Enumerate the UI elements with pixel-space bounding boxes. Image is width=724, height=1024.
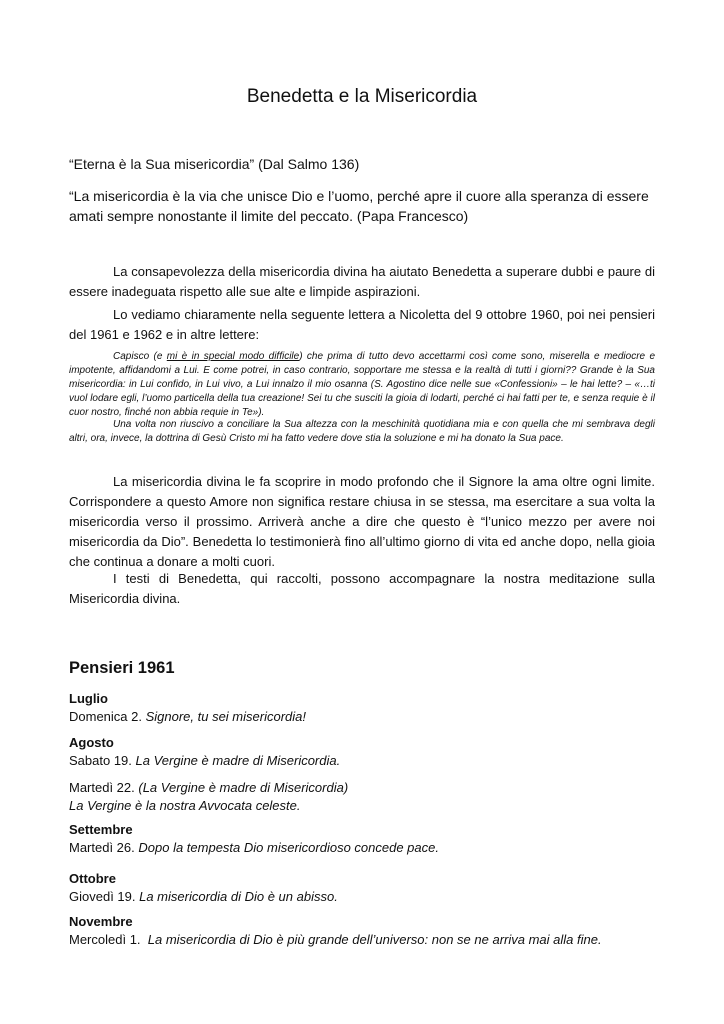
excerpt-text-start: Capisco (e	[113, 351, 167, 362]
entry-settembre	[69, 821, 669, 857]
entry-line	[69, 752, 669, 770]
entry-agosto	[69, 734, 669, 815]
section-title: Pensieri 1961	[69, 659, 175, 677]
entry-luglio	[69, 690, 669, 726]
entry-novembre	[69, 913, 669, 949]
entry-text: Signore, tu sei misericordia!	[145, 709, 306, 724]
entry-line	[69, 839, 669, 857]
paragraph-mercy: La misericordia divina le fa scoprire in modo profondo che il Signore la ama oltre ogni limite. Corrispondere a questo Amore non significa restare chiusa in se stessa, ma esercitare a sua volta la misericordia verso il prossimo. Arriverà anche a dire che questo è “l’unico mezzo per avere noi misericordia da Dio”. Benedetta lo testimonierà fino all’ultimo giorno di vita ed anche dopo, nella gioia che continua a donare a molti cuori.	[69, 474, 655, 569]
entry-date: Sabato 19.	[69, 753, 136, 768]
entry-text: (La Vergine è madre di Misericordia)	[138, 780, 349, 795]
entry-date: Mercoledì 1.	[69, 932, 148, 947]
letter-excerpt-2: Una volta non riuscivo a conciliare la Sua altezza con la meschinità quotidiana mia e con quella che mi sembrava degli altri, ora, invece, la dottrina di Gesù Cristo mi ha fatto vedere dove stia la soluzione e mi ha donato la Sua pace.	[69, 419, 655, 444]
epigraph-psalm: “Eterna è la Sua misericordia” (Dal Salmo 136)	[69, 156, 360, 172]
entry-line	[69, 708, 669, 726]
page-title: Benedetta e la Misericordia	[246, 86, 478, 107]
month-heading: Novembre	[69, 914, 133, 929]
month-heading: Agosto	[69, 735, 114, 750]
entry-date: Giovedì 19.	[69, 889, 140, 904]
month-heading: Settembre	[69, 822, 133, 837]
paragraph-texts: I testi di Benedetta, qui raccolti, possono accompagnare la nostra meditazione sulla Misericordia divina.	[69, 571, 655, 606]
epigraph-pope: “La misericordia è la via che unisce Dio e l’uomo, perché apre il cuore alla speranza di essere amati sempre nonostante il limite del peccato. (Papa Francesco)	[69, 188, 649, 224]
month-heading: Ottobre	[69, 871, 116, 886]
entry-date: Domenica 2.	[69, 709, 146, 724]
entry-text: La Vergine è madre di Misericordia.	[135, 753, 341, 768]
entry-ottobre	[69, 870, 669, 906]
entry-line	[69, 931, 669, 949]
excerpt-text-end: ) che prima di tutto devo accettarmi così come sono, miserella e mediocre e impotente, affidandomi a Lui. E come potrei, in caso contrario, sopportare me stessa e la realtà di tutti i giorni?? Grande è la Sua misericordia: in Lui confido, in Lui vivo, a Lui innalzo il mio osanna (S. Agostino dice nelle sue «Confessioni» – le hai lette? – «…ti vuol lodare egli, l’uomo particella della tua creazione! Sei tu che susciti la gioia di lodarti, perché ci hai fatti per te, e senza requie è il cuor nostro, finché non abbia requie in Te»).	[69, 351, 656, 418]
entry-text: La misericordia di Dio è un abisso.	[139, 889, 338, 904]
month-heading: Luglio	[69, 691, 108, 706]
entry-date: Martedì 22.	[69, 780, 139, 795]
entry-text: La Vergine è la nostra Avvocata celeste.	[69, 798, 301, 813]
entry-date: Martedì 26.	[69, 840, 139, 855]
paragraph-intro: La consapevolezza della misericordia divina ha aiutato Benedetta a superare dubbi e paure di essere inadeguata rispetto alle sue alte e limpide aspirazioni.	[69, 264, 655, 299]
entry-text: La misericordia di Dio è più grande dell’universo: non se ne arriva mai alla fine.	[147, 932, 602, 947]
entry-line	[69, 888, 669, 906]
excerpt-underlined-text: mi è in special modo difficile	[166, 351, 300, 362]
letter-excerpt-1	[69, 350, 655, 420]
entry-line	[69, 779, 669, 797]
entry-text: Dopo la tempesta Dio misericordioso concede pace.	[138, 840, 439, 855]
paragraph-letter-intro: Lo vediamo chiaramente nella seguente lettera a Nicoletta del 9 ottobre 1960, poi nei pensieri del 1961 e 1962 e in altre lettere:	[69, 307, 655, 342]
